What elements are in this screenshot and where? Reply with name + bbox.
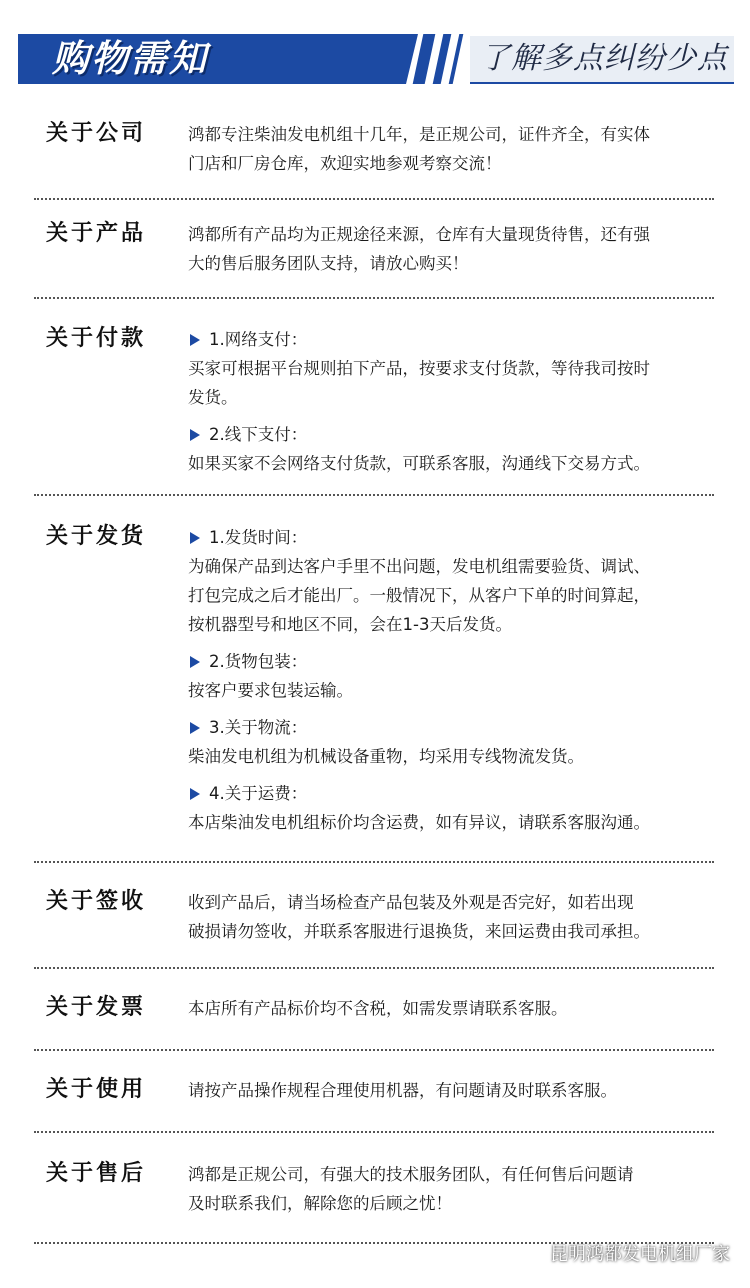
item-text: 发货。: [188, 388, 238, 407]
section-title: 关于发货: [46, 524, 147, 549]
section-text: 及时联系我们，解除您的后顾之忧！: [188, 1194, 452, 1213]
triangle-bullet-icon: [190, 722, 200, 734]
payment-item-online: [188, 325, 712, 412]
triangle-bullet-icon: [190, 429, 200, 441]
section-text: 收到产品后，请当场检查产品包装及外观是否完好，如若出现: [188, 893, 634, 912]
banner-stripe: [433, 34, 452, 84]
dotted-divider: [34, 1049, 714, 1051]
banner-underline: [470, 82, 734, 84]
section-title: 关于发票: [46, 995, 147, 1020]
item-text: 按机器型号和地区不同，会在1-3天后发货。: [188, 615, 512, 634]
section-text: 本店所有产品标价均不含税，如需发票请联系客服。: [188, 999, 568, 1018]
section-text: 大的售后服务团队支持，请放心购买！: [188, 254, 469, 273]
item-heading: 1.网络支付：: [209, 330, 308, 349]
section-body: [188, 994, 712, 1023]
banner-title: 购物需知: [52, 37, 208, 80]
item-text: 为确保产品到达客户手里不出问题，发电机组需要验货、调试、: [188, 557, 650, 576]
section-title: 关于公司: [46, 121, 147, 146]
payment-item-offline: [188, 420, 712, 478]
section-title: 关于使用: [46, 1077, 147, 1102]
triangle-bullet-icon: [190, 532, 200, 544]
section-text: 鸿都所有产品均为正规途径来源，仓库有大量现货待售，还有强: [188, 225, 650, 244]
section-body: [188, 523, 712, 845]
shipping-item-logistics: [188, 713, 712, 771]
item-text: 打包完成之后才能出厂。一般情况下，从客户下单的时间算起，: [188, 586, 650, 605]
section-text: 门店和厂房仓库，欢迎实地参观考察交流！: [188, 154, 502, 173]
dotted-divider: [34, 494, 714, 496]
item-text: 本店柴油发电机组标价均含运费，如有异议，请联系客服沟通。: [188, 813, 650, 832]
section-body: [188, 888, 712, 946]
section-body: [188, 325, 712, 486]
wechat-icon: [522, 1244, 544, 1262]
shipping-item-time: [188, 523, 712, 639]
triangle-bullet-icon: [190, 334, 200, 346]
section-body: [188, 1160, 712, 1218]
section-title: 关于签收: [46, 889, 147, 914]
dotted-divider: [34, 1131, 714, 1133]
item-text: 按客户要求包装运输。: [188, 681, 353, 700]
shipping-item-freight: [188, 779, 712, 837]
section-body: [188, 120, 712, 178]
section-title: 关于产品: [46, 221, 147, 246]
item-heading: 3.关于物流：: [209, 718, 308, 737]
item-heading: 2.线下支付：: [209, 425, 308, 444]
watermark-text: 昆明鸿都发电机组厂家: [550, 1244, 730, 1265]
section-body: [188, 1076, 712, 1105]
section-text: 鸿都专注柴油发电机组十几年，是正规公司，证件齐全，有实体: [188, 125, 650, 144]
triangle-bullet-icon: [190, 656, 200, 668]
dotted-divider: [34, 297, 714, 299]
shipping-item-packaging: [188, 647, 712, 705]
section-title: 关于付款: [46, 326, 147, 351]
item-text: 如果买家不会网络支付货款，可联系客服，沟通线下交易方式。: [188, 454, 650, 473]
dotted-divider: [34, 198, 714, 200]
banner-subtitle: 了解多点纠纷少点: [480, 41, 728, 76]
header-banner: [18, 34, 734, 84]
triangle-bullet-icon: [190, 788, 200, 800]
item-text: 柴油发电机组为机械设备重物，均采用专线物流发货。: [188, 747, 584, 766]
dotted-divider: [34, 861, 714, 863]
section-title: 关于售后: [46, 1161, 147, 1186]
section-text: 破损请勿签收，并联系客服进行退换货，来回运费由我司承担。: [188, 922, 650, 941]
item-heading: 2.货物包装：: [209, 652, 308, 671]
item-text: 买家可根据平台规则拍下产品，按要求支付货款，等待我司按时: [188, 359, 650, 378]
section-body: [188, 220, 712, 278]
item-heading: 1.发货时间：: [209, 528, 308, 547]
banner-stripe: [449, 34, 464, 84]
section-text: 鸿都是正规公司，有强大的技术服务团队，有任何售后问题请: [188, 1165, 634, 1184]
dotted-divider: [34, 967, 714, 969]
watermark: [522, 1240, 730, 1266]
section-text: 请按产品操作规程合理使用机器，有问题请及时联系客服。: [188, 1081, 617, 1100]
item-heading: 4.关于运费：: [209, 784, 308, 803]
